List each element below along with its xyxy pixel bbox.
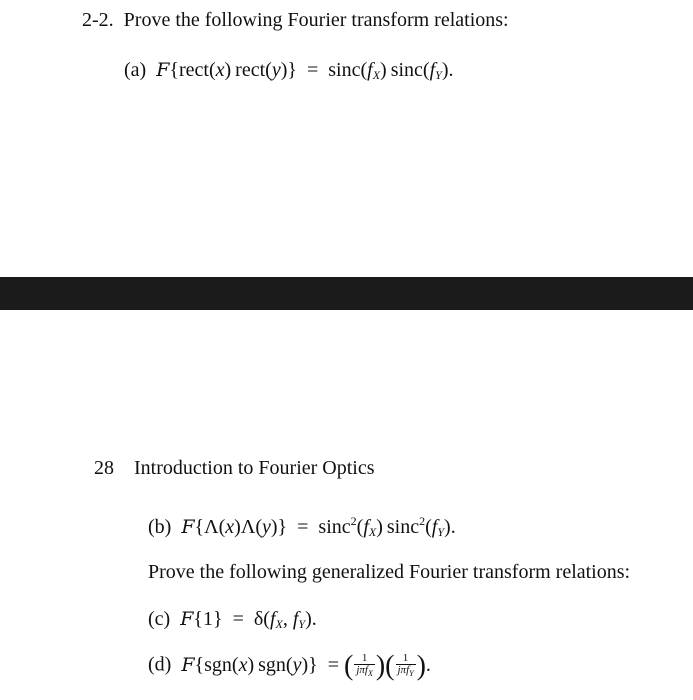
part-d-formula: F{sgn(x) sgn(y)} = ( $\frac{1}{j\pi f_X}$ )( $\frac{1}{j\pi f_Y}$ ). xyxy=(181,650,431,681)
part-a-label: (a) xyxy=(124,59,147,81)
equation-part-a xyxy=(124,60,454,81)
problem-heading xyxy=(82,10,509,30)
equation-part-c xyxy=(148,609,317,630)
part-b-label: (b) xyxy=(148,516,172,538)
part-b-formula: $F\{\Lambda(x)\Lambda(y)\} = \sin c^2(f_X)$ $\sin c^2(f_Y)$. xyxy=(181,514,456,539)
problem-number: 2-2. xyxy=(82,9,114,31)
equation-part-d xyxy=(148,652,431,680)
part-d-label: (d) xyxy=(148,653,172,676)
page-number: 28 xyxy=(94,457,114,479)
page-separator-band xyxy=(0,277,693,310)
problem-statement: Prove the following Fourier transform relations: xyxy=(123,9,509,31)
part-c-label: (c) xyxy=(148,608,171,630)
running-title: Introduction to Fourier Optics xyxy=(134,457,375,479)
part-c-formula: $F\{1\} = \delta(f_X$, $f_Y$). xyxy=(180,608,317,631)
page-header xyxy=(94,458,375,478)
part-a-formula: F{rect(x) rect(y)} = $\sin c(f_X)$ $\sin c(f_Y)$. xyxy=(156,59,454,82)
equation-part-b xyxy=(148,515,456,538)
generalized-statement: Prove the following generalized Fourier transform relations: xyxy=(148,561,631,583)
